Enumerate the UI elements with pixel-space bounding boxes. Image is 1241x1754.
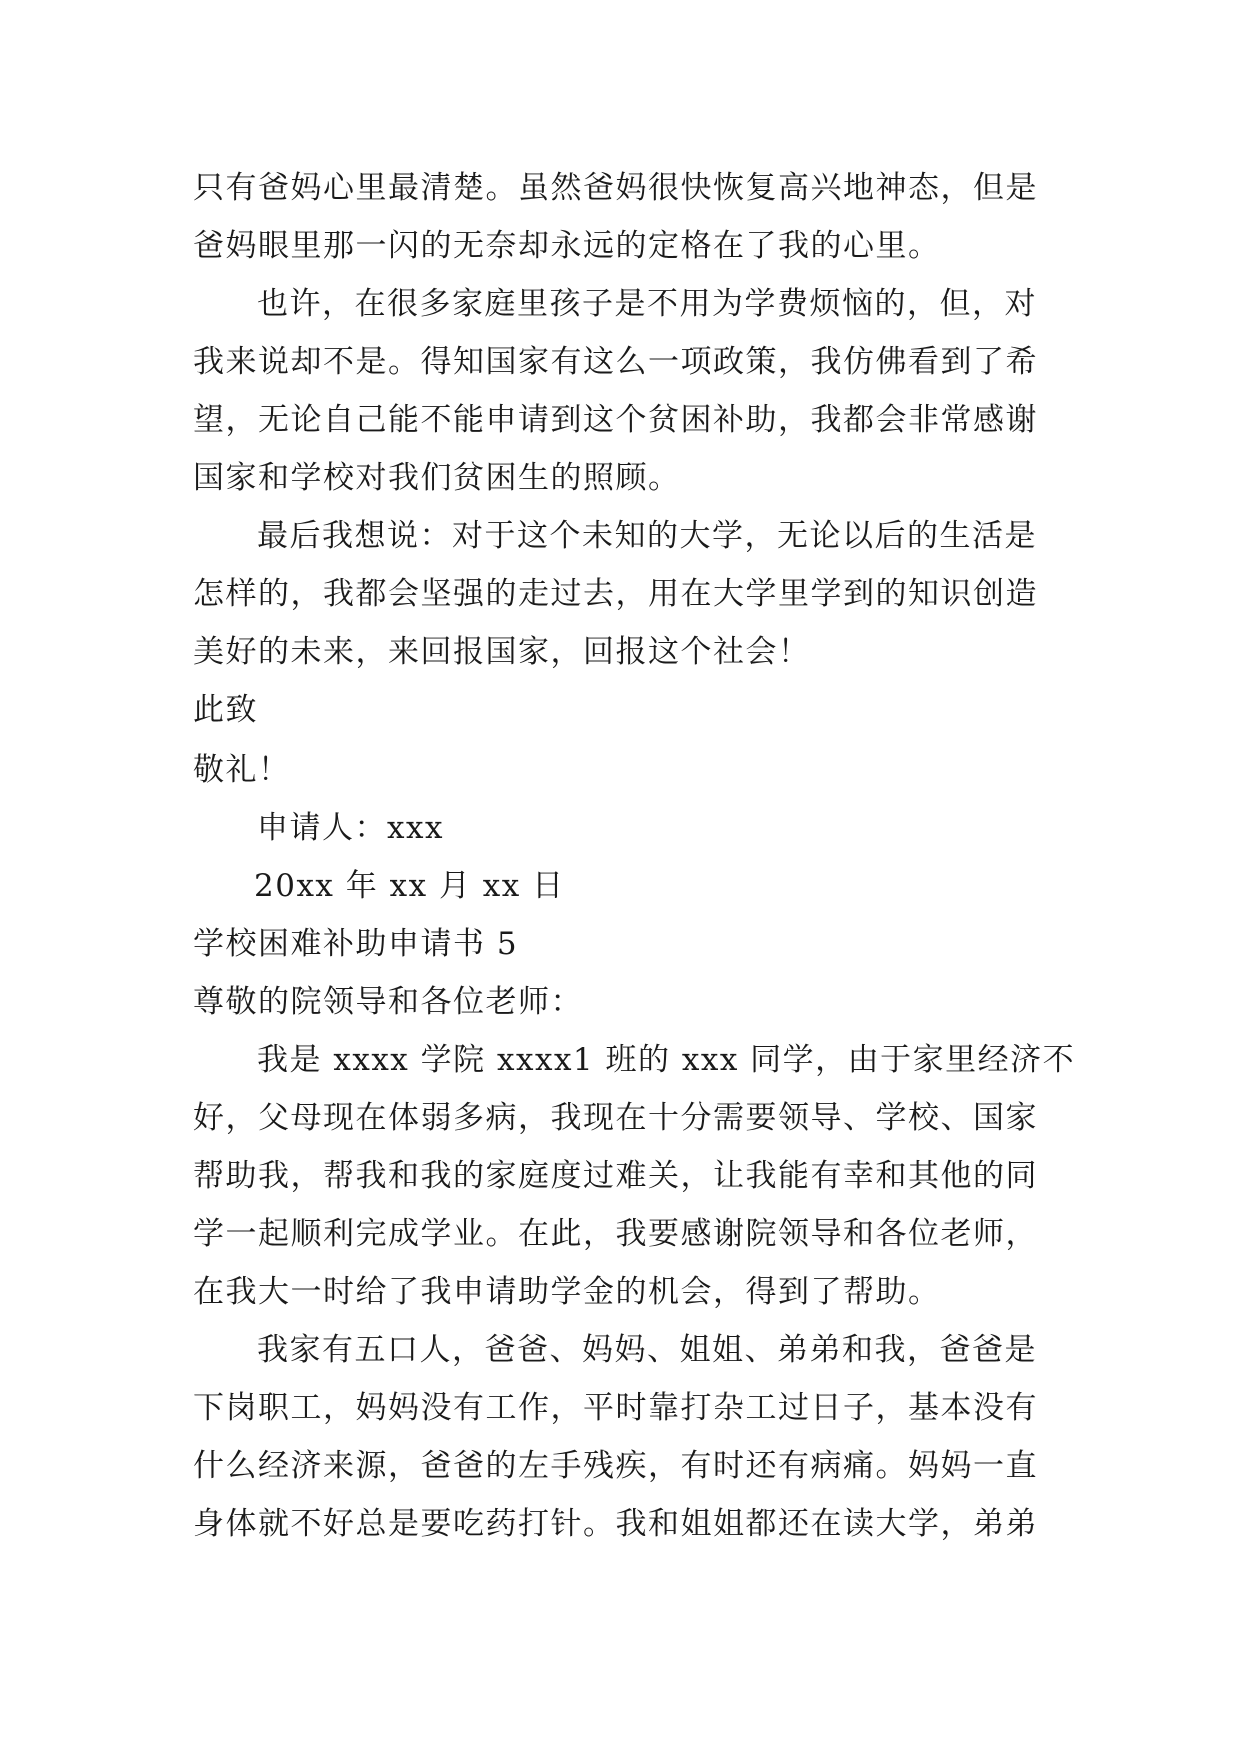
paragraph-line: 也许，在很多家庭里孩子是不用为学费烦恼的，但，对 — [257, 286, 1037, 322]
paragraph-line: 我是 xxxx 学院 xxxx1 班的 xxx 同学，由于家里经济不 — [257, 1042, 1076, 1078]
paragraph-line: 美好的未来，来回报国家，回报这个社会！ — [193, 634, 811, 670]
paragraph-line: 只有爸妈心里最清楚。虽然爸妈很快恢复高兴地神态，但是 — [193, 170, 1038, 206]
closing-salutation: 此致 — [193, 692, 258, 728]
paragraph-line: 国家和学校对我们贫困生的照顾。 — [193, 460, 681, 496]
paragraph-line: 最后我想说：对于这个未知的大学，无论以后的生活是 — [257, 518, 1037, 554]
paragraph-line: 学一起顺利完成学业。在此，我要感谢院领导和各位老师， — [193, 1216, 1038, 1252]
applicant-signature: 申请人：xxx — [257, 810, 444, 846]
paragraph-line: 爸妈眼里那一闪的无奈却永远的定格在了我的心里。 — [193, 228, 941, 264]
paragraph-line: 怎样的，我都会坚强的走过去，用在大学里学到的知识创造 — [193, 576, 1038, 612]
section-title: 学校困难补助申请书 5 — [193, 926, 519, 962]
letter-greeting: 尊敬的院领导和各位老师： — [193, 984, 583, 1020]
paragraph-line: 下岗职工，妈妈没有工作，平时靠打杂工过日子，基本没有 — [193, 1390, 1038, 1426]
paragraph-line: 身体就不好总是要吃药打针。我和姐姐都还在读大学，弟弟 — [193, 1506, 1038, 1542]
paragraph-line: 什么经济来源，爸爸的左手残疾，有时还有病痛。妈妈一直 — [193, 1448, 1038, 1484]
paragraph-line: 我来说却不是。得知国家有这么一项政策，我仿佛看到了希 — [193, 344, 1038, 380]
paragraph-line: 帮助我，帮我和我的家庭度过难关，让我能有幸和其他的同 — [193, 1158, 1038, 1194]
paragraph-line: 望，无论自己能不能申请到这个贫困补助，我都会非常感谢 — [193, 402, 1038, 438]
application-date: 20xx 年 xx 月 xx 日 — [254, 868, 565, 904]
closing-regards: 敬礼！ — [193, 752, 291, 788]
paragraph-line: 我家有五口人，爸爸、妈妈、姐姐、弟弟和我，爸爸是 — [257, 1332, 1037, 1368]
paragraph-line: 在我大一时给了我申请助学金的机会，得到了帮助。 — [193, 1274, 941, 1310]
paragraph-line: 好，父母现在体弱多病，我现在十分需要领导、学校、国家 — [193, 1100, 1038, 1136]
